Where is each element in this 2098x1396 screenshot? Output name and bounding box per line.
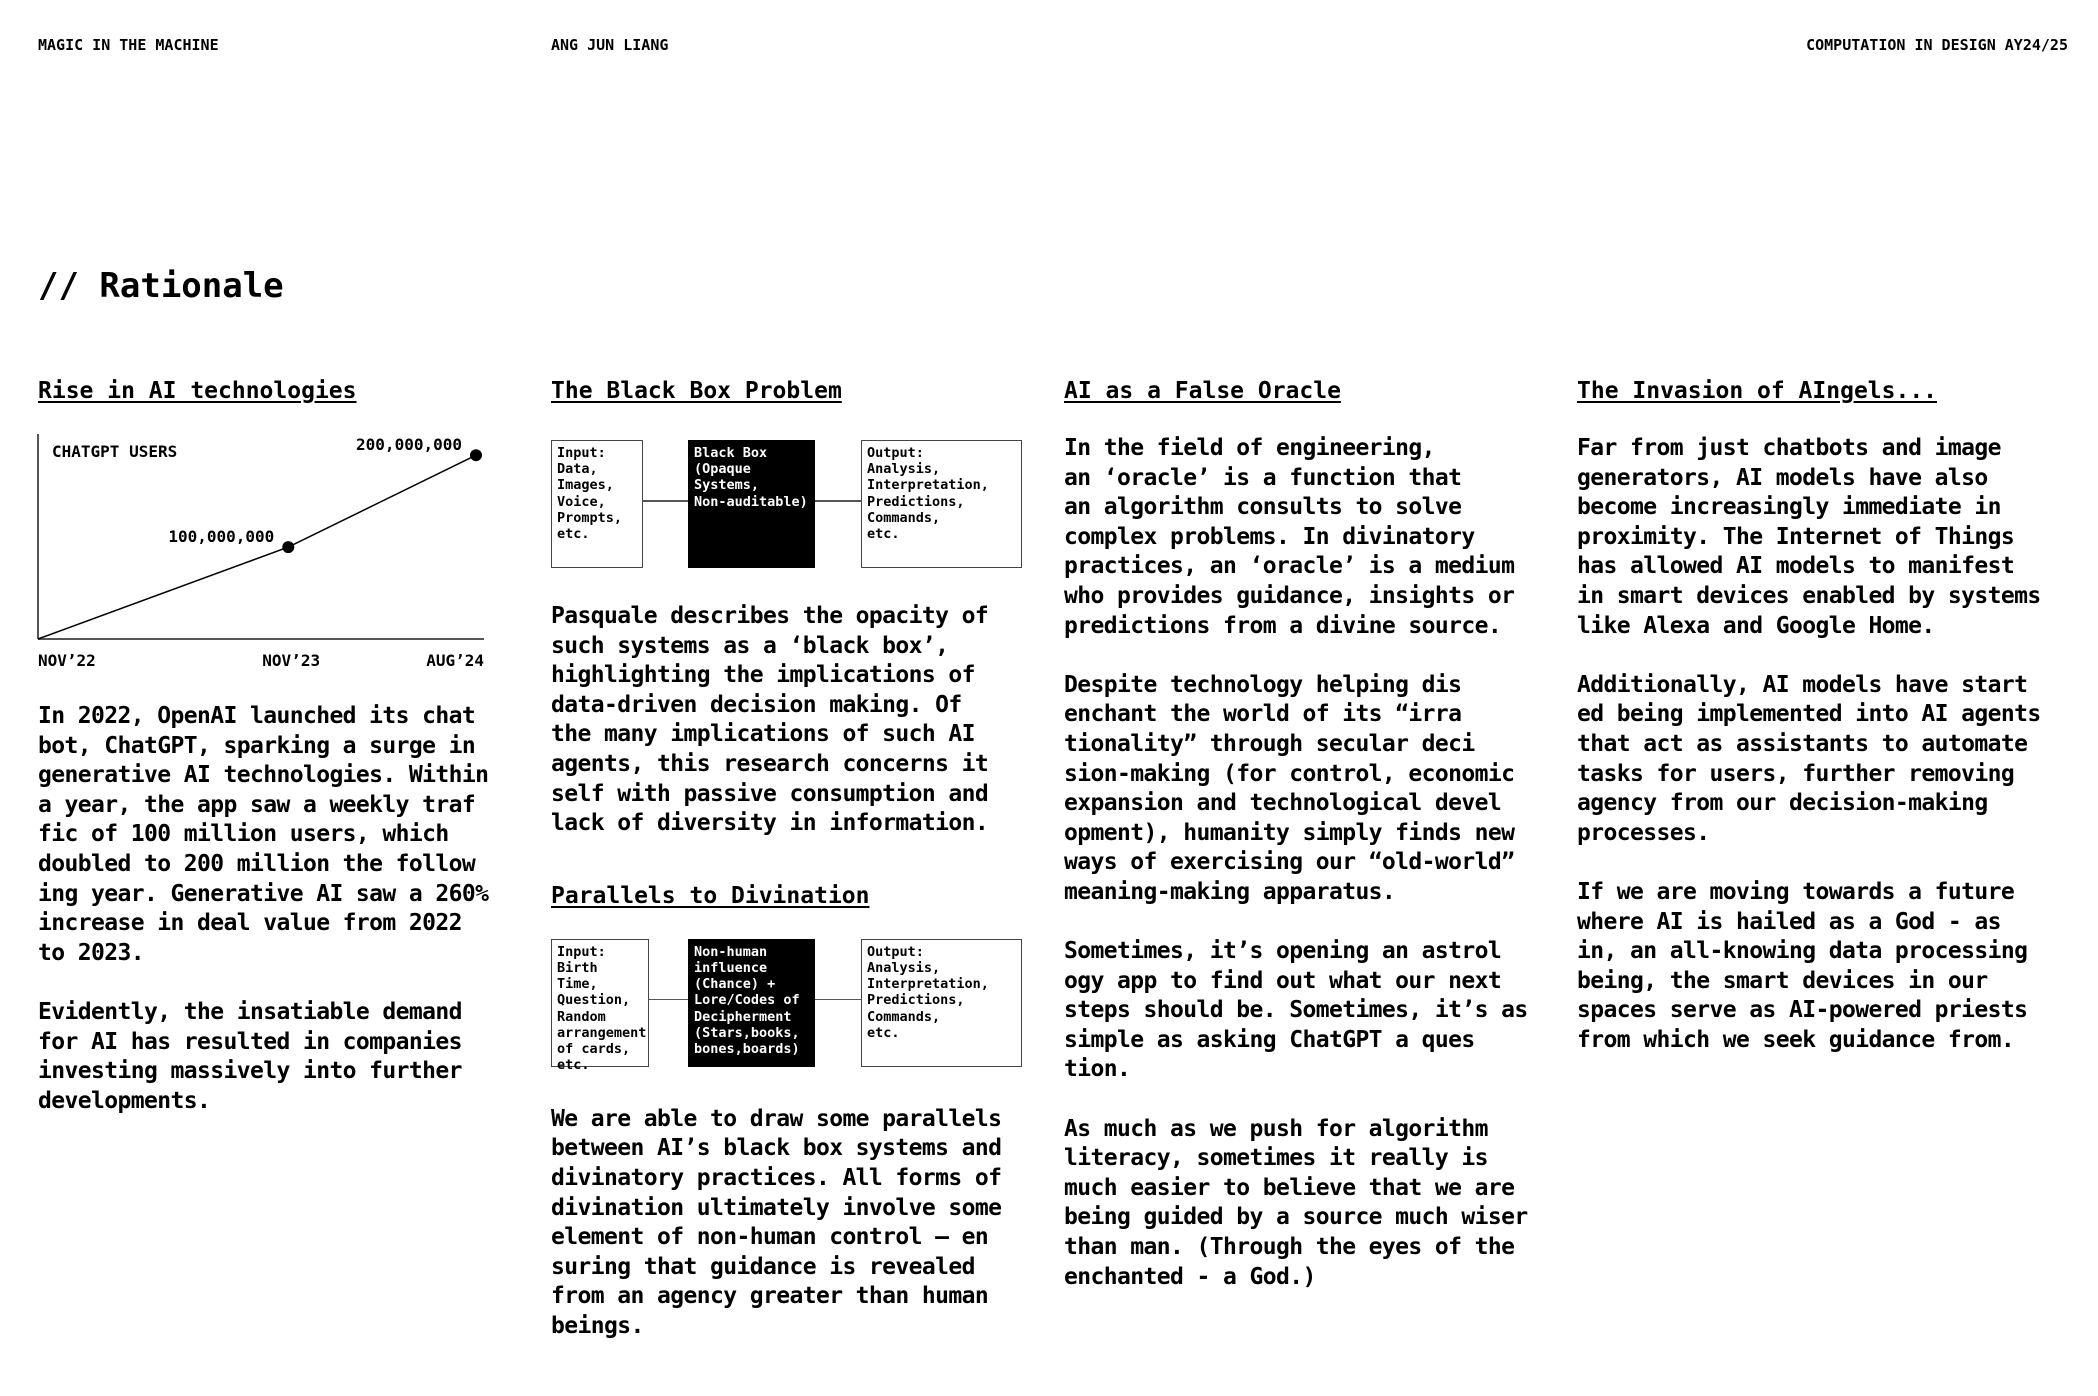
- paragraph: In 2022, OpenAI launched its chat bot, ChatGPT, sparking a surge in generative AI technologies. Within a year, the app saw a weekly traf fic of 100 million users, which doubled to 200 million the follow ing year. Generative AI saw a 260% increase in deal value from 2022 to 2023.: [38, 703, 489, 966]
- chatgpt-users-chart: [38, 434, 498, 674]
- section-title: The Black Box Problem: [551, 378, 842, 404]
- paragraph: As much as we push for algorithm literacy, sometimes it really is much easier to believe that we are being guided by a source much wiser than man. (Through the eyes of the enchanted - a God.): [1064, 1115, 1528, 1290]
- black-box-diagram: [551, 440, 1031, 570]
- column-black-box: [551, 376, 1051, 1342]
- header-author: ANG JUN LIANG: [551, 36, 669, 54]
- x-tick-label: AUG’24: [426, 651, 484, 670]
- paragraph: Despite technology helping dis enchant the world of its “irra tionality” through secular deci sion-making (for control, economic expansion and technological devel opment), humanity simply finds new ways of exercising our “old-world” meaning-making apparatus.: [1064, 671, 1515, 905]
- paragraph: Pasquale describes the opacity of such systems as a ‘black box’, highlighting the implications of data-driven decision making. Of the many implications of such AI agents, this research concerns it self with passive consumption and lack of diversity in information.: [551, 603, 989, 837]
- data-label: 100,000,000: [168, 527, 275, 547]
- paragraph: If we are moving towards a future where AI is hailed as a God - as in, an all-knowing data processing being, the smart devices in our spaces serve as AI-powered priests from which we seek guidance from.: [1577, 878, 2028, 1053]
- diagram-output-box: Output: Analysis, Interpretation, Predictions, Commands, etc.: [861, 440, 1022, 568]
- section-subtitle: Parallels to Divination: [551, 882, 870, 909]
- column-rise-in-ai: [38, 376, 538, 1116]
- divination-diagram: [551, 939, 1031, 1074]
- section-title: Rise in AI technologies: [38, 378, 357, 404]
- data-point: [470, 449, 482, 461]
- diagram-black-box: Non-human influence (Chance) + Lore/Codes of Decipherment (Stars,books, bones,boards): [688, 939, 815, 1067]
- header-project-title: MAGIC IN THE MACHINE: [38, 36, 219, 54]
- chart-title: CHATGPT USERS: [52, 442, 178, 461]
- section-title: AI as a False Oracle: [1064, 378, 1341, 404]
- data-label: 200,000,000: [356, 435, 462, 455]
- diagram-connector: [649, 999, 688, 1001]
- diagram-connector: [815, 500, 861, 502]
- diagram-connector: [643, 500, 688, 502]
- paragraph: Sometimes, it’s opening an astrol ogy app to find out what our next steps should be. Sometimes, it’s as simple as asking ChatGPT a ques tion.: [1064, 938, 1528, 1083]
- page-title: // Rationale: [38, 266, 284, 306]
- x-tick-label: NOV’23: [262, 651, 321, 670]
- column-false-oracle: [1064, 376, 1564, 1292]
- section-title: The Invasion of AIngels...: [1577, 378, 1938, 404]
- diagram-input-box: Input: Data, Images, Voice, Prompts, etc.: [551, 440, 643, 568]
- diagram-black-box: Black Box (Opaque Systems, Non-auditable): [688, 440, 815, 568]
- paragraph: Evidently, the insatiable demand for AI has resulted in companies investing massively into further developments.: [38, 998, 462, 1114]
- diagram-output-box: Output: Analysis, Interpretation, Predictions, Commands, etc.: [861, 939, 1022, 1067]
- x-tick-label: NOV’22: [38, 651, 96, 670]
- data-point: [282, 541, 294, 553]
- paragraph: Additionally, AI models have start ed being implemented into AI agents that act as assistants to automate tasks for users, further removing agency from our decision-making processes.: [1577, 671, 2041, 846]
- paragraph: We are able to draw some parallels between AI’s black box systems and divinatory practices. All forms of divination ultimately involve some element of non-human control — en suring that guidance is revealed from an agency greater than human beings.: [551, 1105, 1002, 1339]
- diagram-connector: [815, 999, 861, 1001]
- column-invasion-of-aingels: [1577, 376, 2077, 1055]
- paragraph: Far from just chatbots and image generators, AI models have also become increasingly immediate in proximity. The Internet of Things has allowed AI models to manifest in smart devices enabled by systems like Alexa and Google Home.: [1577, 435, 2041, 639]
- diagram-input-box: Input: Birth Time, Question, Random arrangement of cards, etc.: [551, 939, 649, 1067]
- series-line: [38, 455, 476, 639]
- paragraph: In the field of engineering, an ‘oracle’ is a function that an algorithm consults to solve complex problems. In divinatory practices, an ‘oracle’ is a medium who provides guidance, insights or predictions from a divine source.: [1064, 435, 1515, 639]
- header-course: COMPUTATION IN DESIGN AY24/25: [1806, 36, 2068, 54]
